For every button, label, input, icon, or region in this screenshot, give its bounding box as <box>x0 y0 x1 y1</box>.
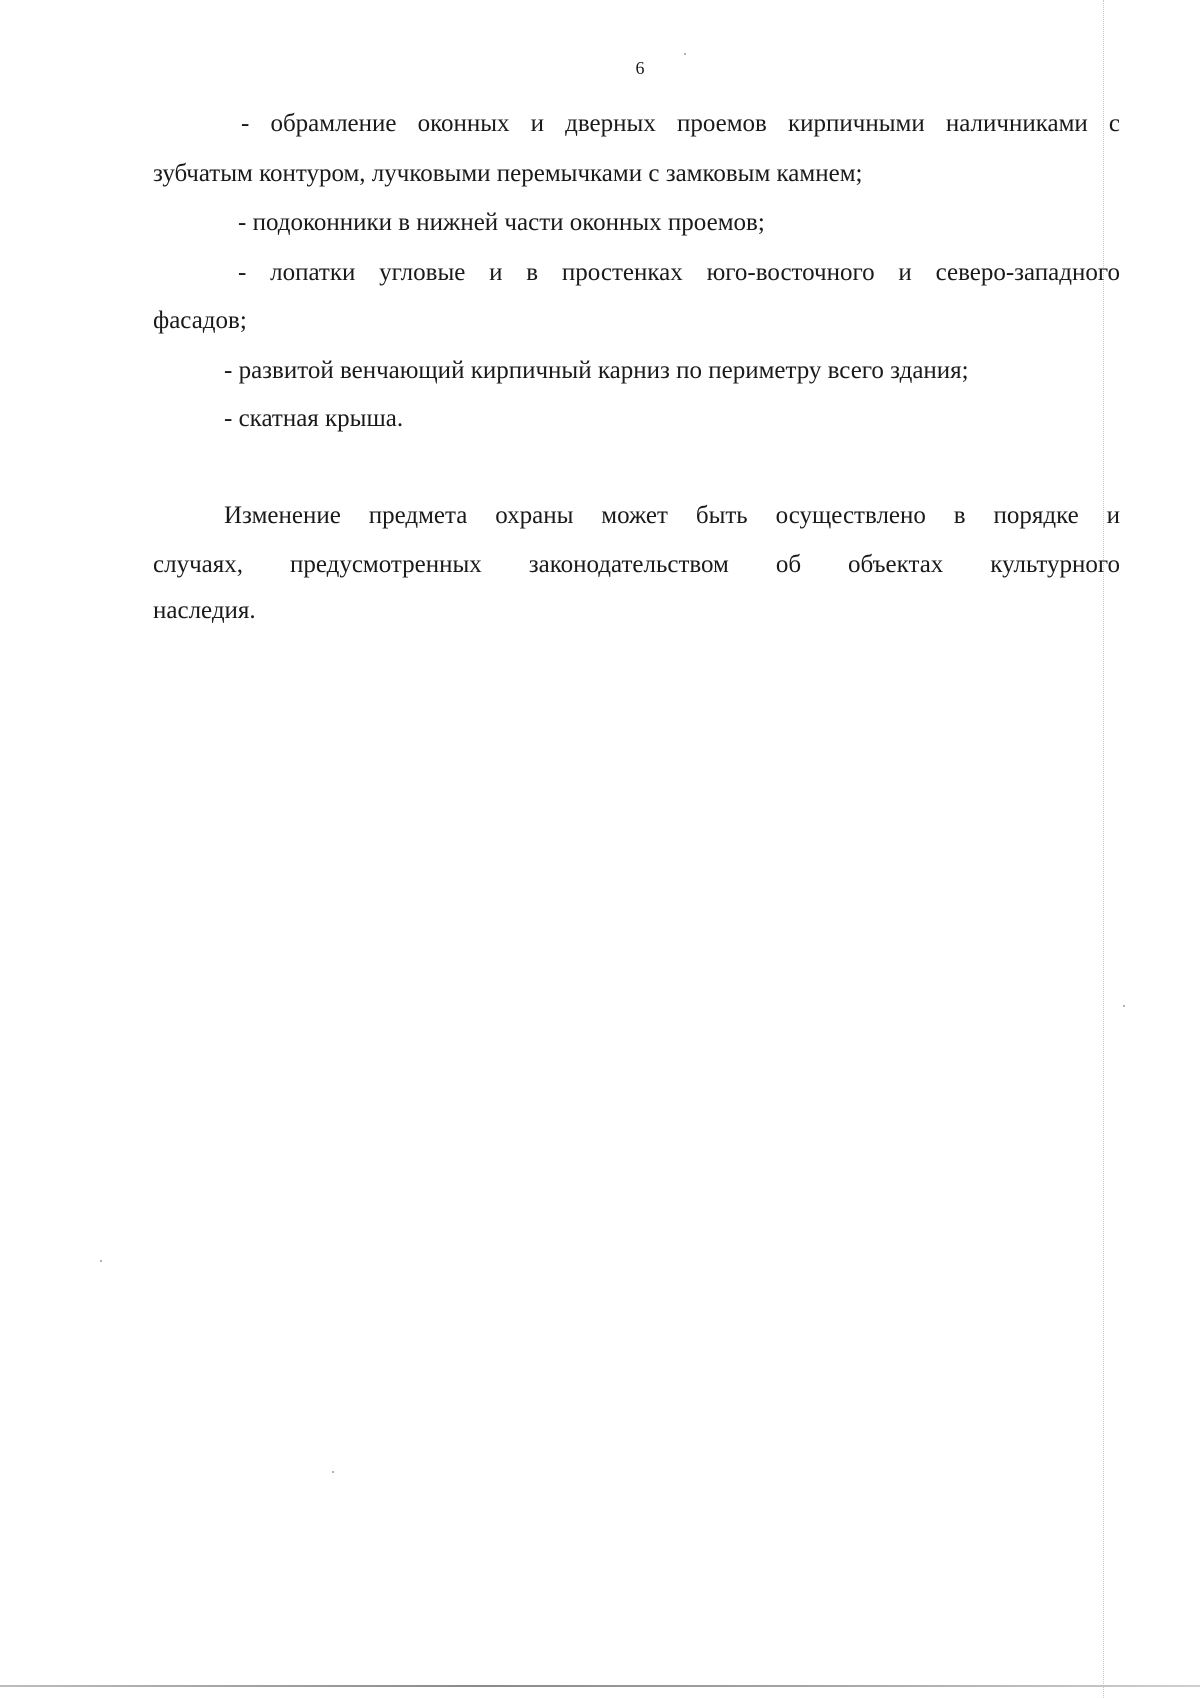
list-item-pilasters-line-1: - лопатки угловые и в простенках юго-восточного и северо-западного <box>238 259 1120 286</box>
list-item-window-framing-line-2: зубчатым контуром, лучковыми перемычками с замковым камнем; <box>153 160 863 187</box>
list-item-roof: - скатная крыша. <box>224 405 404 432</box>
page-number: 6 <box>635 58 645 78</box>
bottom-scan-rule <box>0 1685 1200 1687</box>
paragraph-change-line-1: Изменение предмета охраны может быть осуществлено в порядке и <box>224 502 1120 529</box>
list-item-windowsills: - подоконники в нижней части оконных проемов; <box>238 209 765 236</box>
scan-speck <box>100 1260 102 1262</box>
list-item-window-framing-line-1: - обрамление оконных и дверных проемов кирпичными наличниками с <box>241 110 1120 137</box>
scan-speck <box>332 1471 334 1473</box>
list-item-cornice: - развитой венчающий кирпичный карниз по периметру всего здания; <box>224 357 969 384</box>
scan-speck <box>684 53 686 55</box>
paragraph-change-line-3: наследия. <box>153 597 256 624</box>
scan-speck <box>1123 1005 1125 1007</box>
paragraph-change-line-2: случаях, предусмотренных законодательством об объектах культурного <box>153 551 1120 578</box>
list-item-pilasters-line-2: фасадов; <box>153 307 247 334</box>
scan-edge-line <box>1103 0 1104 1698</box>
